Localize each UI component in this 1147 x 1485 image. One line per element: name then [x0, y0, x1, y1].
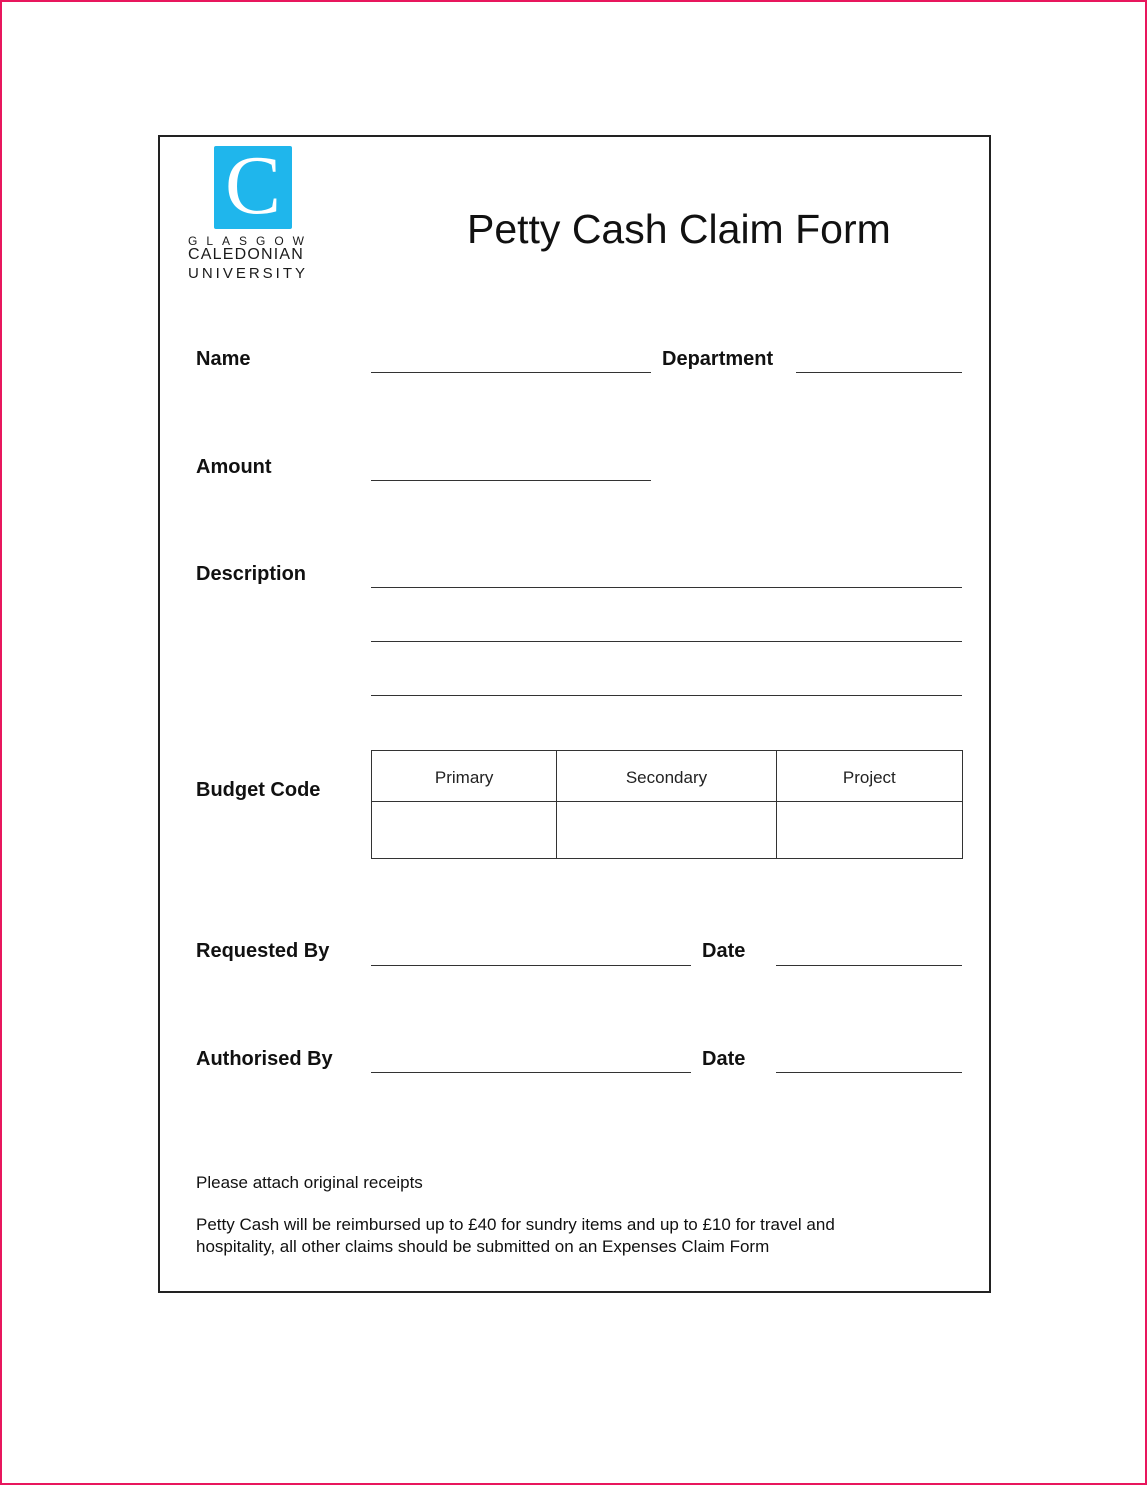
requested-by-label: Requested By [196, 940, 330, 962]
university-logo-icon [214, 139, 292, 232]
department-field[interactable] [796, 372, 962, 373]
logo-text-line2: CALEDONIAN [188, 246, 305, 263]
description-line-3[interactable] [371, 695, 962, 696]
authorised-by-field[interactable] [371, 1072, 691, 1073]
policy-note-line1: Petty Cash will be reimbursed up to £40 for sundry items and up to £10 for travel and [196, 1215, 835, 1234]
policy-note-line2: hospitality, all other claims should be submitted on an Expenses Claim Form [196, 1237, 770, 1256]
requested-date-label: Date [702, 940, 746, 962]
name-label: Name [196, 348, 251, 370]
amount-label: Amount [196, 456, 272, 478]
budget-header-project: Project [776, 751, 962, 802]
logo-text-line3: UNIVERSITY [188, 265, 309, 282]
authorised-date-label: Date [702, 1048, 746, 1070]
form-title: Petty Cash Claim Form [467, 206, 891, 252]
requested-date-field[interactable] [776, 965, 962, 966]
requested-by-field[interactable] [371, 965, 691, 966]
department-label: Department [662, 348, 774, 370]
budget-code-label: Budget Code [196, 779, 321, 801]
description-line-2[interactable] [371, 641, 962, 642]
budget-header-primary: Primary [372, 751, 557, 802]
authorised-by-label: Authorised By [196, 1048, 333, 1070]
logo-letter: C [224, 139, 282, 232]
budget-secondary-cell[interactable] [557, 802, 776, 859]
form-frame [158, 135, 991, 1293]
budget-code-table [371, 750, 963, 859]
amount-field[interactable] [371, 480, 651, 481]
budget-primary-cell[interactable] [372, 802, 557, 859]
logo-text-line1: GLASGOW [188, 234, 314, 248]
budget-project-cell[interactable] [776, 802, 962, 859]
receipts-note: Please attach original receipts [196, 1173, 423, 1192]
budget-header-secondary: Secondary [557, 751, 776, 802]
authorised-date-field[interactable] [776, 1072, 962, 1073]
name-field[interactable] [371, 372, 651, 373]
description-label: Description [196, 563, 307, 585]
description-line-1[interactable] [371, 587, 962, 588]
